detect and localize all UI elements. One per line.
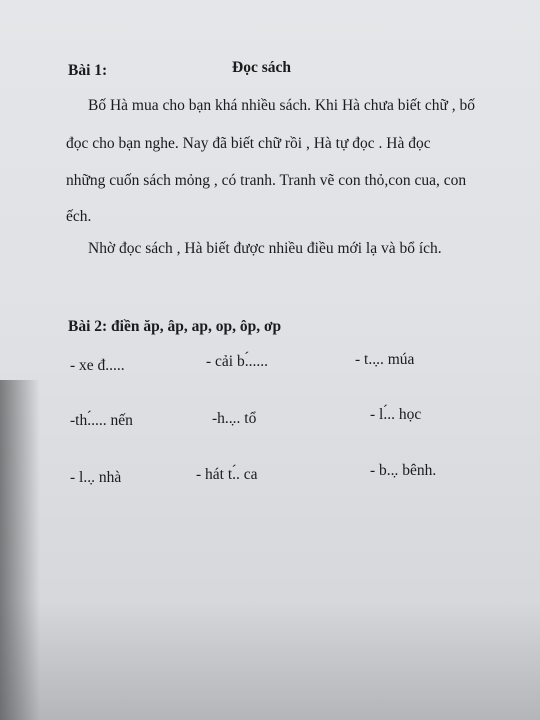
exercise-1-label: Bài 1: bbox=[68, 62, 108, 79]
fill-blank-item: - hát t.́. ca bbox=[196, 466, 258, 483]
exercise-2-heading: Bài 2: điền ăp, âp, ap, op, ôp, ơp bbox=[68, 318, 282, 335]
fill-blank-item: - l..̣. nhà bbox=[70, 469, 122, 486]
fill-blank-item: - l.́.. học bbox=[370, 406, 422, 423]
fill-blank-item: -th.́.... nến bbox=[70, 412, 133, 429]
paragraph-line: Bố Hà mua cho bạn khá nhiều sách. Khi Hà chưa biết chữ , bố bbox=[88, 97, 475, 114]
fill-blank-item: - cải b.́..... bbox=[206, 353, 268, 370]
paragraph-line: những cuốn sách mỏng , có tranh. Tranh vẽ con thỏ,con cua, con bbox=[66, 172, 467, 189]
paragraph-line: Nhờ đọc sách , Hà biết được nhiều điều mới lạ và bổ ích. bbox=[88, 240, 442, 257]
fill-blank-item: - xe đ..... bbox=[70, 357, 125, 374]
fill-blank-item: - b..̣. bênh. bbox=[370, 462, 437, 479]
fill-blank-item: - t..̣.. múa bbox=[355, 351, 415, 368]
fill-blank-item: -h..̣.. tổ bbox=[212, 410, 257, 427]
paragraph-line: đọc cho bạn nghe. Nay đã biết chữ rồi , Hà tự đọc . Hà đọc bbox=[66, 135, 431, 152]
paragraph-line: ếch. bbox=[66, 208, 92, 225]
exercise-1-title: Đọc sách bbox=[232, 59, 291, 76]
